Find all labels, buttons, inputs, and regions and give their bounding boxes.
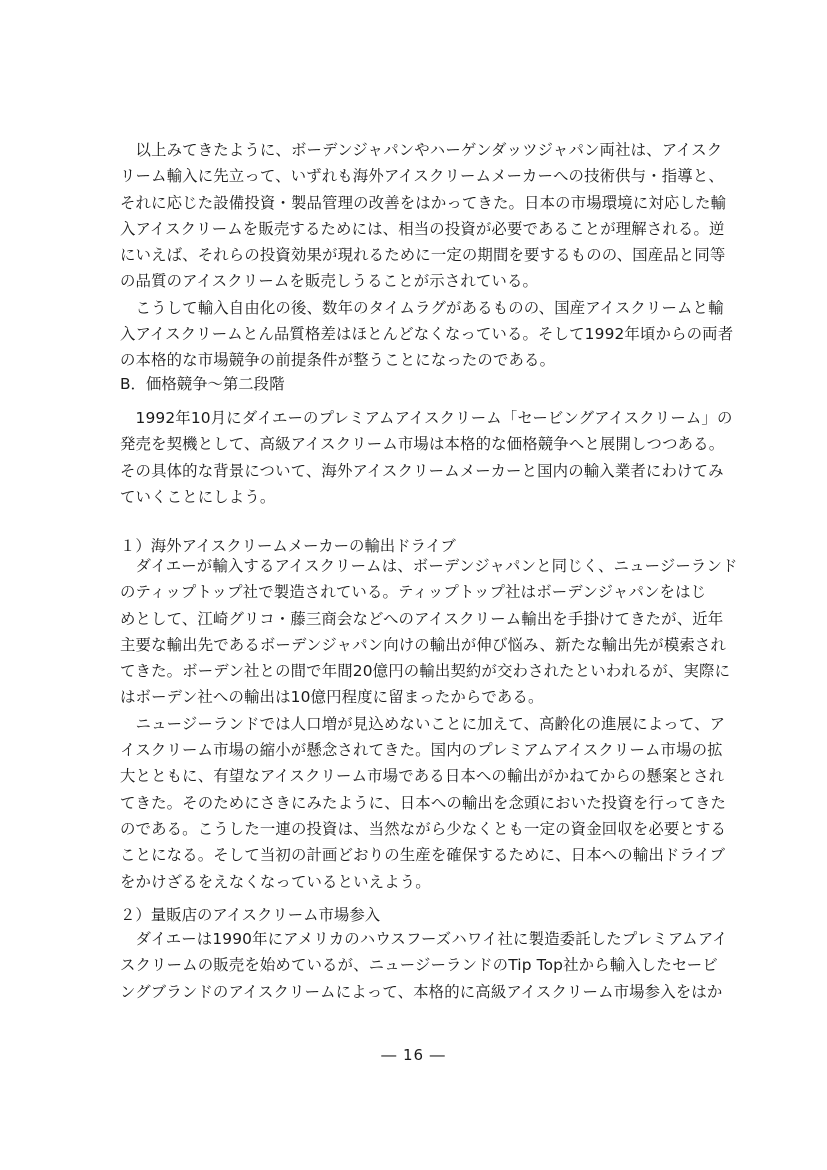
text-line: のである。こうした一連の投資は、当然ながら少なくとも一定の資金回収を必要とする	[120, 819, 727, 838]
paragraph-section-2	[120, 926, 728, 1005]
text-line: リーム輸入に先立って、いずれも海外アイスクリームメーカーへの技術供与・指導と、	[120, 167, 724, 186]
text-line: 以上みてきたように、ボーデンジャパンやハーゲンダッツジャパン両社は、アイスク	[120, 141, 723, 159]
text-line: にいえば、それらの投資効果が現れるために一定の期間を要するものの、国産品と同等	[120, 246, 726, 265]
text-line: ことになる。そして当初の計画どおりの生産を確保するために、日本への輸出ドライブ	[120, 846, 726, 865]
section-heading-1: １）海外アイスクリームメーカーの輸出ドライブ	[120, 537, 456, 555]
text-line: スクリームの販売を始めているが、ニュージーランドのTip Top社から輸入したセービ	[120, 956, 718, 975]
text-line: ダイエーが輸入するアイスクリームは、ボーデンジャパンと同じく、ニュージーランド	[120, 557, 738, 575]
text-line: をかけざるをえなくなっているといえよう。	[120, 872, 431, 891]
paragraph-section-b	[120, 405, 733, 510]
text-line: 大とともに、有望なアイスクリーム市場である日本への輸出がかねてからの懸案とされ	[120, 767, 725, 786]
text-line: ニュージーランドでは人口増が見込めないことに加えて、高齢化の進展によって、ア	[120, 714, 726, 733]
text-line: ングブランドのアイスクリームによって、本格的に高級アイスクリーム市場参入をはか	[120, 982, 723, 1001]
text-line: 入アイスクリームを販売するためには、相当の投資が必要であることが理解される。逆	[120, 219, 725, 238]
text-line: ていくことにしよう。	[120, 487, 276, 506]
text-line: ダイエーは1990年にアメリカのハウスフーズハワイ社に製造委託したプレミアムアイ	[120, 930, 728, 948]
section-heading-b: B．価格競争～第二段階	[120, 375, 285, 393]
page-number: ― 16 ―	[381, 1046, 446, 1064]
text-line: 入アイスクリームとん品質格差はほとんどなくなっている。そして1992年頃からの両者	[120, 325, 734, 344]
text-line: その具体的な背景について、海外アイスクリームメーカーと国内の輸入業者にわけてみ	[120, 461, 724, 480]
text-line: てきた。ボーデン社との間で年間20億円の輸出契約が交わされたといわれるが、実際に	[120, 662, 731, 681]
text-line: 主要な輸出先であるボーデンジャパン向けの輸出が伸び悩み、新たな輸出先が模索され	[120, 635, 727, 654]
text-line: のティップトップ社で製造されている。ティップトップ社はボーデンジャパンをはじ	[120, 583, 707, 602]
text-line: 発売を契機として、高級アイスクリーム市場は本格的な価格競争へと展開しつつある。	[120, 435, 725, 454]
text-line: イスクリーム市場の縮小が懸念されてきた。国内のプレミアムアイスクリーム市場の拡	[120, 741, 723, 760]
text-line: こうして輸入自由化の後、数年のタイムラグがあるものの、国産アイスクリームと輸	[120, 298, 724, 317]
section-heading-2: ２）量販店のアイスクリーム市場参入	[120, 906, 381, 924]
text-line: それに応じた設備投資・製品管理の改善をはかってきた。日本の市場環境に対応した輸	[120, 193, 727, 212]
text-line: はボーデン社への輸出は10億円程度に留まったからである。	[120, 688, 544, 707]
text-line: の本格的な市場競争の前提条件が整うことになったのである。	[120, 351, 556, 370]
text-line: めとして、江崎グリコ・藤三商会などへのアイスクリーム輸出を手掛けてきたが、近年	[120, 609, 724, 628]
text-line: 1992年10月にダイエーのプレミアムアイスクリーム「セービングアイスクリーム」の	[120, 409, 733, 427]
text-line: てきた。そのためにさきにみたように、日本への輸出を念頭においた投資を行ってきた	[120, 793, 727, 812]
paragraph-section-1	[120, 553, 738, 895]
text-line: の品質のアイスクリームを販売しうることが示されている。	[120, 272, 539, 291]
paragraph-intro	[120, 137, 734, 374]
